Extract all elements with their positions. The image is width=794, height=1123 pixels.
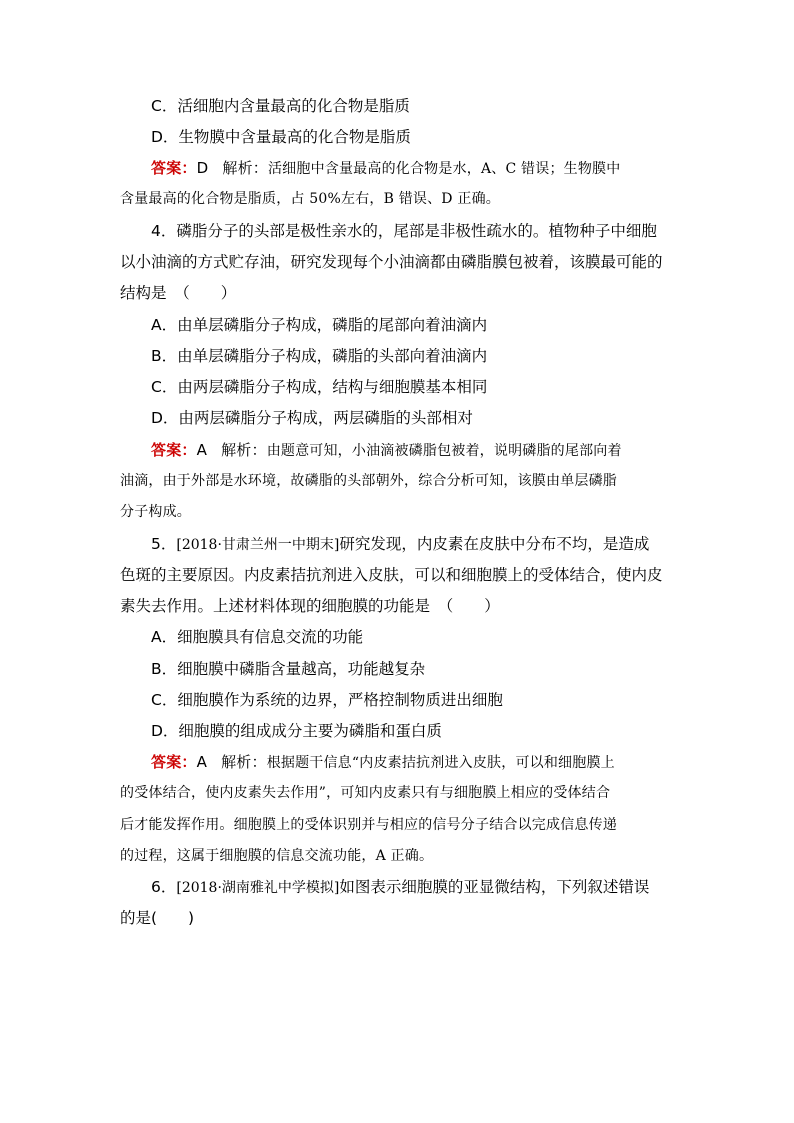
q4-explain-line-3: 分子构成。: [120, 504, 191, 520]
q6-source: [2018·湖南雅礼中学模拟]: [176, 880, 340, 896]
q3-option-d: D．生物膜中含量最高的化合物是脂质: [151, 128, 411, 146]
q4-option-d: D．由两层磷脂分子构成，两层磷脂的头部相对: [151, 409, 473, 427]
q4-stem-line-2: 以小油滴的方式贮存油，研究发现每个小油滴都由磷脂膜包被着，该膜最可能的: [120, 253, 663, 271]
q5-explain-line-2: 的受体结合，使内皮素失去作用”，可知内皮素只有与细胞膜上相应的受体结合: [120, 785, 611, 801]
q5-option-c: C．细胞膜作为系统的边界，严格控制物质进出细胞: [151, 691, 503, 709]
q6-stem-text: 如图表示细胞膜的亚显微结构，下列叙述错误: [339, 878, 650, 896]
answer-letter: D: [196, 159, 209, 177]
q4-answer: [151, 440, 711, 461]
q4-stem-line-3: 结构是 （ ）: [120, 284, 237, 302]
q5-stem-line-1: [151, 534, 711, 555]
q3-explain-line-2: 含量最高的化合物是脂质，占 50%左右，B 错误、D 正确。: [120, 191, 500, 207]
q5-option-a: A．细胞膜具有信息交流的功能: [151, 628, 364, 646]
q5-stem-text: 研究发现，内皮素在皮肤中分布不均，是造成: [339, 535, 650, 553]
q5-number: 5．: [151, 535, 177, 553]
q5-explain-line-3: 后才能发挥作用。细胞膜上的受体识别并与相应的信号分子结合以完成信息传递: [120, 817, 617, 833]
explain-text: 活细胞中含量最高的化合物是水，A、C 错误；生物膜中: [267, 161, 621, 177]
q6-number: 6．: [151, 878, 177, 896]
q3-answer: [151, 158, 711, 179]
q4-explain-line-2: 油滴，由于外部是水环境，故磷脂的头部朝外，综合分析可知，该膜由单层磷脂: [120, 473, 617, 489]
explain-tag: 解析：: [221, 441, 267, 459]
q6-stem-line-2: 的是( ): [120, 909, 195, 927]
answer-letter: A: [196, 441, 208, 459]
q5-explain-line-4: 的过程，这属于细胞膜的信息交流功能，A 正确。: [120, 848, 434, 864]
q5-source: [2018·甘肃兰州一中期末]: [176, 537, 340, 553]
explain-tag: 解析：: [222, 159, 268, 177]
explain-text: 由题意可知，小油滴被磷脂包被着，说明磷脂的尾部向着: [266, 443, 622, 459]
q4-option-b: B．由单层磷脂分子构成，磷脂的头部向着油滴内: [151, 347, 488, 365]
q5-stem-line-3: 素失去作用。上述材料体现的细胞膜的功能是 （ ）: [120, 597, 500, 615]
q3-option-c: C．活细胞内含量最高的化合物是脂质: [151, 97, 410, 115]
q5-option-b: B．细胞膜中磷脂含量越高，功能越复杂: [151, 660, 426, 678]
answer-letter: A: [196, 753, 208, 771]
explain-tag: 解析：: [221, 753, 267, 771]
q5-stem-line-2: 色斑的主要原因。内皮素拮抗剂进入皮肤，可以和细胞膜上的受体结合，使内皮: [120, 566, 663, 584]
q4-option-a: A．由单层磷脂分子构成，磷脂的尾部向着油滴内: [151, 316, 488, 334]
q5-option-d: D．细胞膜的组成成分主要为磷脂和蛋白质: [151, 722, 442, 740]
q4-option-c: C．由两层磷脂分子构成，结构与细胞膜基本相同: [151, 378, 488, 396]
q5-answer: [151, 752, 711, 773]
answer-tag: 答案：: [151, 753, 197, 771]
q4-stem-line-1: 4．磷脂分子的头部是极性亲水的，尾部是非极性疏水的。植物种子中细胞: [151, 222, 657, 240]
q6-stem-line-1: [151, 877, 711, 898]
explain-text: 根据题干信息“内皮素拮抗剂进入皮肤，可以和细胞膜上: [266, 755, 615, 771]
answer-tag: 答案：: [151, 441, 197, 459]
answer-tag: 答案：: [151, 159, 197, 177]
